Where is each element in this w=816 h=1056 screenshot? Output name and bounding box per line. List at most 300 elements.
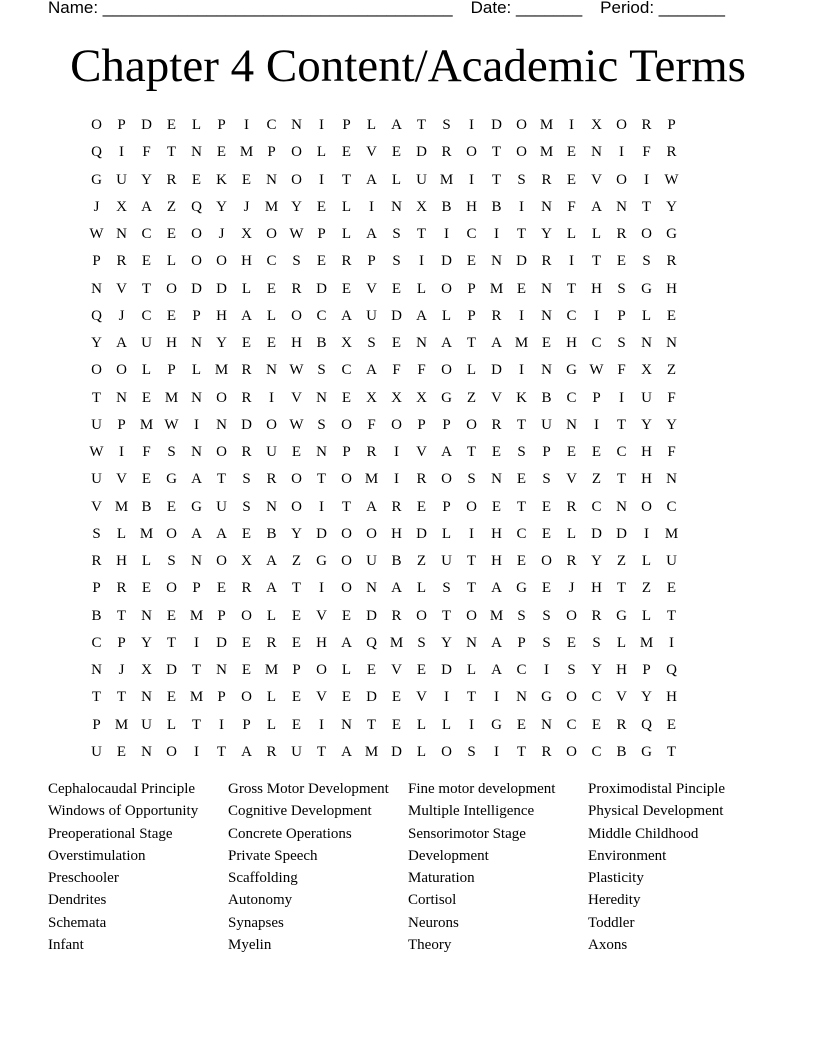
grid-letter[interactable]: N xyxy=(116,226,127,242)
grid-letter[interactable]: A xyxy=(241,743,252,760)
grid-letter[interactable]: D xyxy=(366,607,377,624)
grid-letter[interactable]: T xyxy=(516,416,527,433)
grid-letter[interactable]: E xyxy=(291,607,302,624)
grid-letter[interactable]: L xyxy=(566,226,577,242)
grid-letter[interactable]: S xyxy=(542,607,551,624)
grid-letter[interactable]: T xyxy=(116,689,127,706)
grid-letter[interactable]: E xyxy=(516,553,527,569)
grid-letter[interactable]: E xyxy=(541,498,552,515)
grid-letter[interactable]: O xyxy=(341,416,352,433)
grid-letter[interactable]: O xyxy=(341,580,352,597)
grid-letter[interactable]: D xyxy=(216,634,227,651)
grid-letter[interactable]: G xyxy=(641,743,652,760)
grid-letter[interactable]: Y xyxy=(591,553,602,569)
grid-letter[interactable]: U xyxy=(266,444,277,460)
grid-letter[interactable]: L xyxy=(391,171,402,188)
grid-letter[interactable]: I xyxy=(219,716,224,733)
grid-letter[interactable]: G xyxy=(641,280,652,297)
grid-letter[interactable]: D xyxy=(316,280,327,297)
grid-letter[interactable]: V xyxy=(316,607,327,624)
grid-letter[interactable]: F xyxy=(617,362,626,379)
grid-letter[interactable]: X xyxy=(141,662,152,678)
grid-letter[interactable]: E xyxy=(616,253,627,270)
grid-letter[interactable]: N xyxy=(666,471,677,488)
period-field[interactable]: _______ xyxy=(658,0,725,17)
grid-letter[interactable]: L xyxy=(366,117,377,133)
grid-letter[interactable]: T xyxy=(616,580,627,597)
grid-letter[interactable]: H xyxy=(566,335,577,351)
grid-letter[interactable]: O xyxy=(641,226,652,242)
grid-letter[interactable]: N xyxy=(266,362,277,379)
grid-letter[interactable]: T xyxy=(316,743,327,760)
grid-letter[interactable]: E xyxy=(341,607,352,624)
grid-letter[interactable]: P xyxy=(542,444,551,460)
grid-letter[interactable]: N xyxy=(191,444,202,460)
grid-letter[interactable]: I xyxy=(644,525,649,542)
grid-letter[interactable]: D xyxy=(616,525,627,542)
grid-letter[interactable]: N xyxy=(491,253,502,270)
grid-letter[interactable]: E xyxy=(666,716,677,733)
grid-letter[interactable]: V xyxy=(116,280,127,297)
grid-letter[interactable]: N xyxy=(141,743,152,760)
grid-letter[interactable]: L xyxy=(141,362,152,379)
grid-letter[interactable]: S xyxy=(517,607,526,624)
grid-letter[interactable]: S xyxy=(517,444,526,460)
grid-letter[interactable]: E xyxy=(166,689,177,706)
grid-letter[interactable]: E xyxy=(166,607,177,624)
grid-letter[interactable]: P xyxy=(192,580,201,597)
grid-letter[interactable]: B xyxy=(441,198,452,215)
grid-letter[interactable]: O xyxy=(291,471,302,488)
grid-letter[interactable]: C xyxy=(141,226,152,242)
grid-letter[interactable]: L xyxy=(316,144,327,161)
grid-letter[interactable]: M xyxy=(639,634,654,651)
grid-letter[interactable]: M xyxy=(539,117,554,133)
grid-letter[interactable]: Y xyxy=(541,226,552,242)
grid-letter[interactable]: T xyxy=(366,716,377,733)
grid-letter[interactable]: E xyxy=(291,444,302,460)
grid-letter[interactable]: L xyxy=(591,226,602,242)
grid-letter[interactable]: F xyxy=(142,444,151,460)
grid-letter[interactable]: P xyxy=(667,117,676,133)
grid-letter[interactable]: E xyxy=(166,226,177,242)
grid-letter[interactable]: I xyxy=(244,117,249,133)
grid-letter[interactable]: E xyxy=(266,335,277,351)
grid-letter[interactable]: L xyxy=(266,307,277,324)
grid-letter[interactable]: C xyxy=(341,362,352,379)
grid-letter[interactable]: E xyxy=(191,171,202,188)
grid-letter[interactable]: U xyxy=(291,743,302,760)
grid-letter[interactable]: A xyxy=(441,444,452,460)
grid-letter[interactable]: E xyxy=(416,498,427,515)
grid-letter[interactable]: R xyxy=(291,280,302,297)
grid-letter[interactable]: S xyxy=(542,634,551,651)
grid-letter[interactable]: O xyxy=(316,662,327,678)
grid-letter[interactable]: I xyxy=(419,253,424,270)
grid-letter[interactable]: P xyxy=(442,416,451,433)
grid-letter[interactable]: C xyxy=(566,389,577,406)
grid-letter[interactable]: F xyxy=(417,362,426,379)
grid-letter[interactable]: G xyxy=(616,607,627,624)
grid-letter[interactable]: E xyxy=(566,634,577,651)
grid-letter[interactable]: P xyxy=(217,117,226,133)
grid-letter[interactable]: L xyxy=(166,716,177,733)
grid-letter[interactable]: S xyxy=(417,634,426,651)
grid-letter[interactable]: M xyxy=(514,335,529,351)
grid-letter[interactable]: Z xyxy=(416,553,427,569)
grid-letter[interactable]: O xyxy=(466,144,477,161)
grid-letter[interactable]: U xyxy=(91,416,102,433)
grid-letter[interactable]: Z xyxy=(641,580,652,597)
grid-letter[interactable]: M xyxy=(489,607,504,624)
grid-letter[interactable]: R xyxy=(116,580,127,597)
grid-letter[interactable]: M xyxy=(664,525,679,542)
grid-letter[interactable]: P xyxy=(367,253,376,270)
grid-letter[interactable]: L xyxy=(641,553,652,569)
grid-letter[interactable]: E xyxy=(391,335,402,351)
grid-letter[interactable]: M xyxy=(114,498,129,515)
grid-letter[interactable]: A xyxy=(191,525,202,542)
grid-letter[interactable]: B xyxy=(91,607,102,624)
grid-letter[interactable]: T xyxy=(191,716,202,733)
grid-letter[interactable]: I xyxy=(394,444,399,460)
grid-letter[interactable]: L xyxy=(266,716,277,733)
grid-letter[interactable]: E xyxy=(566,171,577,188)
grid-letter[interactable]: R xyxy=(241,444,252,460)
grid-letter[interactable]: D xyxy=(191,280,202,297)
grid-letter[interactable]: T xyxy=(491,144,502,161)
grid-letter[interactable]: N xyxy=(191,553,202,569)
grid-letter[interactable]: N xyxy=(541,198,552,215)
grid-letter[interactable]: O xyxy=(391,416,402,433)
name-field[interactable]: _____________________________________ xyxy=(102,0,453,17)
grid-letter[interactable]: S xyxy=(642,253,651,270)
grid-letter[interactable]: L xyxy=(441,525,452,542)
grid-letter[interactable]: W xyxy=(589,362,604,379)
grid-letter[interactable]: E xyxy=(541,335,552,351)
grid-letter[interactable]: P xyxy=(317,226,326,242)
grid-letter[interactable]: D xyxy=(591,525,602,542)
grid-letter[interactable]: M xyxy=(239,144,254,161)
grid-letter[interactable]: D xyxy=(491,117,502,133)
grid-letter[interactable]: O xyxy=(616,171,627,188)
grid-letter[interactable]: N xyxy=(491,471,502,488)
grid-letter[interactable]: G xyxy=(491,716,502,733)
grid-letter[interactable]: H xyxy=(491,525,502,542)
grid-letter[interactable]: P xyxy=(92,580,101,597)
grid-letter[interactable]: U xyxy=(141,335,152,351)
grid-letter[interactable]: O xyxy=(341,525,352,542)
grid-letter[interactable]: N xyxy=(666,335,677,351)
grid-letter[interactable]: P xyxy=(642,662,651,678)
grid-letter[interactable]: E xyxy=(216,580,227,597)
grid-letter[interactable]: H xyxy=(491,553,502,569)
grid-letter[interactable]: D xyxy=(391,307,402,324)
grid-letter[interactable]: O xyxy=(166,580,177,597)
grid-letter[interactable]: T xyxy=(566,280,577,297)
grid-letter[interactable]: P xyxy=(217,607,226,624)
grid-letter[interactable]: R xyxy=(391,498,402,515)
grid-letter[interactable]: G xyxy=(91,171,102,188)
grid-letter[interactable]: R xyxy=(241,389,252,406)
grid-letter[interactable]: T xyxy=(516,226,527,242)
grid-letter[interactable]: T xyxy=(166,144,177,161)
grid-letter[interactable]: W xyxy=(289,416,304,433)
grid-letter[interactable]: O xyxy=(191,253,202,270)
grid-letter[interactable]: P xyxy=(92,716,101,733)
grid-letter[interactable]: N xyxy=(141,689,152,706)
grid-letter[interactable]: A xyxy=(341,307,352,324)
grid-letter[interactable]: N xyxy=(141,607,152,624)
grid-letter[interactable]: O xyxy=(241,607,252,624)
grid-letter[interactable]: D xyxy=(441,662,452,678)
grid-letter[interactable]: C xyxy=(666,498,677,515)
grid-letter[interactable]: E xyxy=(391,716,402,733)
grid-letter[interactable]: C xyxy=(591,743,602,760)
grid-letter[interactable]: E xyxy=(541,525,552,542)
grid-letter[interactable]: E xyxy=(166,117,177,133)
grid-letter[interactable]: P xyxy=(167,362,176,379)
grid-letter[interactable]: G xyxy=(566,362,577,379)
grid-letter[interactable]: A xyxy=(391,580,402,597)
grid-letter[interactable]: S xyxy=(442,580,451,597)
grid-letter[interactable]: N xyxy=(541,716,552,733)
grid-letter[interactable]: M xyxy=(214,362,229,379)
grid-letter[interactable]: E xyxy=(566,444,577,460)
grid-letter[interactable]: G xyxy=(191,498,202,515)
grid-letter[interactable]: C xyxy=(516,662,527,678)
grid-letter[interactable]: A xyxy=(241,307,252,324)
grid-letter[interactable]: J xyxy=(218,226,225,242)
grid-letter[interactable]: S xyxy=(167,553,176,569)
grid-letter[interactable]: B xyxy=(491,198,502,215)
grid-letter[interactable]: V xyxy=(591,171,602,188)
grid-letter[interactable]: S xyxy=(617,280,626,297)
grid-letter[interactable]: U xyxy=(441,553,452,569)
grid-letter[interactable]: A xyxy=(141,198,152,215)
grid-letter[interactable]: H xyxy=(116,553,127,569)
grid-letter[interactable]: R xyxy=(341,253,352,270)
grid-letter[interactable]: D xyxy=(166,662,177,678)
grid-letter[interactable]: M xyxy=(139,416,154,433)
grid-letter[interactable]: A xyxy=(491,335,502,351)
grid-letter[interactable]: T xyxy=(616,471,627,488)
grid-letter[interactable]: T xyxy=(591,253,602,270)
grid-letter[interactable]: I xyxy=(594,416,599,433)
grid-letter[interactable]: D xyxy=(516,253,527,270)
grid-letter[interactable]: F xyxy=(667,389,676,406)
grid-letter[interactable]: S xyxy=(292,253,301,270)
grid-letter[interactable]: E xyxy=(391,689,402,706)
grid-letter[interactable]: T xyxy=(616,416,627,433)
grid-letter[interactable]: H xyxy=(391,525,402,542)
grid-letter[interactable]: L xyxy=(266,689,277,706)
grid-letter[interactable]: R xyxy=(491,416,502,433)
grid-letter[interactable]: I xyxy=(119,144,124,161)
grid-letter[interactable]: L xyxy=(466,662,477,678)
grid-letter[interactable]: J xyxy=(243,198,250,215)
grid-letter[interactable]: E xyxy=(391,280,402,297)
grid-letter[interactable]: U xyxy=(91,471,102,488)
grid-letter[interactable]: N xyxy=(616,198,627,215)
grid-letter[interactable]: E xyxy=(241,525,252,542)
grid-letter[interactable]: E xyxy=(591,716,602,733)
grid-letter[interactable]: N xyxy=(366,580,377,597)
grid-letter[interactable]: G xyxy=(541,689,552,706)
grid-letter[interactable]: O xyxy=(566,743,577,760)
grid-letter[interactable]: Z xyxy=(591,471,602,488)
grid-letter[interactable]: N xyxy=(216,662,227,678)
grid-letter[interactable]: O xyxy=(566,689,577,706)
grid-letter[interactable]: Y xyxy=(591,662,602,678)
grid-letter[interactable]: C xyxy=(616,444,627,460)
grid-letter[interactable]: I xyxy=(619,144,624,161)
grid-letter[interactable]: N xyxy=(641,335,652,351)
grid-letter[interactable]: T xyxy=(91,389,102,406)
grid-letter[interactable]: B xyxy=(266,525,277,542)
grid-letter[interactable]: G xyxy=(516,580,527,597)
grid-letter[interactable]: S xyxy=(242,498,251,515)
grid-letter[interactable]: I xyxy=(444,226,449,242)
grid-letter[interactable]: V xyxy=(616,689,627,706)
grid-letter[interactable]: C xyxy=(591,335,602,351)
grid-letter[interactable]: J xyxy=(568,580,575,597)
grid-letter[interactable]: O xyxy=(541,553,552,569)
grid-letter[interactable]: V xyxy=(491,389,502,406)
grid-letter[interactable]: I xyxy=(494,743,499,760)
grid-letter[interactable]: X xyxy=(416,198,427,215)
grid-letter[interactable]: N xyxy=(91,662,102,678)
grid-letter[interactable]: X xyxy=(416,389,427,406)
grid-letter[interactable]: S xyxy=(617,335,626,351)
grid-letter[interactable]: N xyxy=(616,498,627,515)
grid-letter[interactable]: C xyxy=(316,307,327,324)
grid-letter[interactable]: N xyxy=(316,444,327,460)
grid-letter[interactable]: D xyxy=(491,362,502,379)
grid-letter[interactable]: E xyxy=(666,307,677,324)
grid-letter[interactable]: E xyxy=(341,280,352,297)
grid-letter[interactable]: F xyxy=(642,144,651,161)
grid-letter[interactable]: I xyxy=(194,416,199,433)
grid-letter[interactable]: O xyxy=(116,362,127,379)
grid-letter[interactable]: O xyxy=(216,389,227,406)
grid-letter[interactable]: H xyxy=(666,689,677,706)
grid-letter[interactable]: L xyxy=(266,607,277,624)
grid-letter[interactable]: A xyxy=(491,634,502,651)
grid-letter[interactable]: D xyxy=(416,144,427,161)
grid-letter[interactable]: Y xyxy=(291,525,302,542)
grid-letter[interactable]: N xyxy=(416,335,427,351)
grid-letter[interactable]: H xyxy=(166,335,177,351)
grid-letter[interactable]: E xyxy=(341,689,352,706)
grid-letter[interactable]: E xyxy=(341,389,352,406)
grid-letter[interactable]: N xyxy=(191,144,202,161)
grid-letter[interactable]: T xyxy=(291,580,302,597)
grid-letter[interactable]: E xyxy=(366,662,377,678)
grid-letter[interactable]: O xyxy=(241,689,252,706)
grid-letter[interactable]: P xyxy=(467,280,476,297)
grid-letter[interactable]: M xyxy=(264,198,279,215)
grid-letter[interactable]: P xyxy=(417,416,426,433)
grid-letter[interactable]: I xyxy=(319,716,324,733)
grid-letter[interactable]: O xyxy=(291,144,302,161)
grid-letter[interactable]: E xyxy=(291,689,302,706)
grid-letter[interactable]: I xyxy=(519,198,524,215)
grid-letter[interactable]: W xyxy=(289,226,304,242)
grid-letter[interactable]: H xyxy=(291,335,302,351)
grid-letter[interactable]: S xyxy=(517,171,526,188)
grid-letter[interactable]: B xyxy=(541,389,552,406)
grid-letter[interactable]: K xyxy=(216,171,227,188)
grid-letter[interactable]: I xyxy=(194,634,199,651)
grid-letter[interactable]: L xyxy=(616,634,627,651)
grid-letter[interactable]: L xyxy=(191,117,202,133)
grid-letter[interactable]: T xyxy=(491,171,502,188)
grid-letter[interactable]: E xyxy=(241,634,252,651)
grid-letter[interactable]: B xyxy=(141,498,152,515)
grid-letter[interactable]: M xyxy=(389,634,404,651)
grid-letter[interactable]: N xyxy=(541,280,552,297)
grid-letter[interactable]: M xyxy=(139,525,154,542)
grid-letter[interactable]: O xyxy=(341,553,352,569)
grid-letter[interactable]: I xyxy=(519,307,524,324)
grid-letter[interactable]: P xyxy=(292,662,301,678)
grid-letter[interactable]: N xyxy=(91,280,102,297)
grid-letter[interactable]: R xyxy=(166,171,177,188)
grid-letter[interactable]: V xyxy=(291,389,302,406)
grid-letter[interactable]: X xyxy=(341,335,352,351)
grid-letter[interactable]: Y xyxy=(216,335,227,351)
grid-letter[interactable]: N xyxy=(541,362,552,379)
grid-letter[interactable]: X xyxy=(641,362,652,379)
grid-letter[interactable]: U xyxy=(541,416,552,433)
grid-letter[interactable]: C xyxy=(141,307,152,324)
grid-letter[interactable]: A xyxy=(441,335,452,351)
grid-letter[interactable]: W xyxy=(164,416,179,433)
grid-letter[interactable]: U xyxy=(366,553,377,569)
grid-letter[interactable]: W xyxy=(89,444,104,460)
grid-letter[interactable]: I xyxy=(519,362,524,379)
grid-letter[interactable]: S xyxy=(317,362,326,379)
grid-letter[interactable]: S xyxy=(367,335,376,351)
grid-letter[interactable]: I xyxy=(319,580,324,597)
grid-letter[interactable]: D xyxy=(216,280,227,297)
grid-letter[interactable]: E xyxy=(266,280,277,297)
grid-letter[interactable]: L xyxy=(416,580,427,597)
grid-letter[interactable]: R xyxy=(541,743,552,760)
grid-letter[interactable]: V xyxy=(416,689,427,706)
grid-letter[interactable]: R xyxy=(241,580,252,597)
grid-letter[interactable]: P xyxy=(442,498,451,515)
grid-letter[interactable]: S xyxy=(92,525,101,542)
grid-letter[interactable]: S xyxy=(392,253,401,270)
grid-letter[interactable]: B xyxy=(391,553,402,569)
grid-letter[interactable]: Y xyxy=(291,198,302,215)
grid-letter[interactable]: R xyxy=(91,553,102,569)
grid-letter[interactable]: Q xyxy=(641,716,652,733)
grid-letter[interactable]: E xyxy=(516,280,527,297)
grid-letter[interactable]: E xyxy=(516,716,527,733)
grid-letter[interactable]: L xyxy=(641,307,652,324)
grid-letter[interactable]: O xyxy=(291,498,302,515)
grid-letter[interactable]: O xyxy=(91,117,102,133)
grid-letter[interactable]: P xyxy=(617,307,626,324)
grid-letter[interactable]: S xyxy=(542,471,551,488)
grid-letter[interactable]: H xyxy=(216,307,227,324)
grid-letter[interactable]: H xyxy=(241,253,252,270)
grid-letter[interactable]: A xyxy=(366,498,377,515)
grid-letter[interactable]: D xyxy=(366,689,377,706)
